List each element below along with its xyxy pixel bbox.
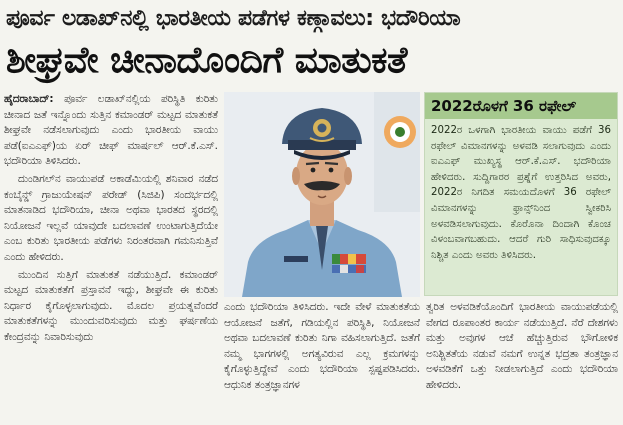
article-paragraph-mid: ಎಂದು ಭದೌರಿಯಾ ತಿಳಿಸಿದರು. ಇದೇ ವೇಳೆ ಮಾತುಕತೆಯ ಆಯೋಜನೆ ಜತೆಗೆ, ಗಡಿಯಲ್ಲಿನ ಪರಿಸ್ಥಿತಿ, ನಿಯೋಜನೆ ಅಥವಾ ಬದಲಾವಣೆ ಕುರಿತು ನಿಗಾ ವಹಿಸಲಾಗುತ್ತಿದೆ. ಜತೆಗೆ ನಮ್ಮ ಭಾಗಗಳಲ್ಲಿ ಅಗತ್ಯವಿರುವ ಎಲ್ಲ ಕ್ರಮಗಳನ್ನು ಕೈಗೊಳ್ಳುತ್ತಿದ್ದೇವೆ ಎಂದು ಭದೌರಿಯಾ ಸ್ಪಷ್ಟಪಡಿಸಿದರು. ಆಧುನಿಕ ತಂತ್ರಜ್ಞಾನಗಳ [224, 301, 420, 391]
rafale-sidebar-box [424, 92, 618, 296]
sidebar-body: 2022ರ ಒಳಗಾಗಿ ಭಾರತೀಯ ವಾಯು ಪಡೆಗೆ 36 ರಫೇಲ್ ವಿಮಾನಗಳನ್ನು ಅಳವಡಿ ಸಲಾಗುವುದು ಎಂದು ಐಎಎಫ್ ಮುಖ್ಯಸ್ಥ ಆರ್.ಕೆ.ಎಸ್. ಭದೌರಿಯಾ ಹೇಳಿದರು. ಸುದ್ದಿಗಾರರ ಪ್ರಶ್ನೆಗೆ ಉತ್ತರಿಸಿದ ಅವರು, 2022ರ ನಿಗದಿತ ಸಮಯದೊಳಗೆ 36 ರಫೇಲ್ ವಿಮಾನಗಳನ್ನು ಫ್ರಾನ್ಸ್‌ನಿಂದ ಸ್ವೀಕರಿಸಿ ಅಳವಡಿಸಲಾಗುವುದು. ಕೊರೊನಾ ದಿಂದಾಗಿ ಕೊಂಚ ವಿಳಂಬವಾಗಬಹುದು. ಆದರೆ ಗುರಿ ಸಾಧಿಸುವುದಕ್ಕೂ ನಿಶ್ಚಿತ ಎಂದು ಅವರು ತಿಳಿಸಿದರು. [431, 125, 611, 261]
article-column-middle [224, 300, 420, 422]
sidebar-title: 2022ರೊಳಗೆ 36 ರಫೇಲ್ [425, 93, 617, 119]
article-headline: ಶೀಘ್ರವೇ ಚೀನಾದೊಂದಿಗೆ ಮಾತುಕತೆ [6, 40, 407, 81]
article-paragraph-1-text: ಪೂರ್ವ ಲಡಾಖ್‌ನಲ್ಲಿಯ ಪರಿಸ್ಥಿತಿ ಕುರಿತು ಚೀನಾದ ಜತೆ ಇನ್ನೊಂದು ಸುತ್ತಿನ ಕಮಾಂಡರ್ ಮಟ್ಟದ ಮಾತುಕತೆ ಶೀಘ್ರವೇ ನಡೆಸಲಾಗುವುದು ಎಂದು ಭಾರತೀಯ ವಾಯು ಪಡೆ(ಐಎಎಫ್)ಯ ಏರ್ ಚೀಫ್ ಮಾರ್ಷಲ್ ಆರ್.ಕೆ.ಎಸ್. ಭದೌರಿಯಾ ತಿಳಿಸಿದರು. [4, 93, 218, 168]
article-paragraph-2: ದುಂಡಿಗಲ್‌ನ ವಾಯುಪಡೆ ಅಕಾಡೆಮಿಯಲ್ಲಿ ಶನಿವಾರ ನಡೆದ ಕಂಬೈನ್ಡ್ ಗ್ರಾಜುಯೇಷನ್ ಪರೇಡ್ (ಸಿಜಿಪಿ) ಸಂದರ್ಭದಲ್ಲಿ ಮಾತನಾಡಿದ ಭದೌರಿಯಾ, ಚೀನಾ ಅಥವಾ ಭಾರತದ ಸ್ಥರದಲ್ಲಿ ನಿಯೋಜನೆ ಇಲ್ಲವೆ ಯಾವುದೇ ಬದಲಾವಣೆ ಉಂಟಾಗುತ್ತಿದೆಯೇ ಎಂಬ ಕುರಿತು ಭಾರತೀಯ ಪಡೆಗಳು ನಿರಂತರವಾಗಿ ಗಮನಿಸುತ್ತಿವೆ ಎಂದು ಹೇಳಿದರು. [4, 172, 218, 263]
article-paragraph-1 [4, 92, 218, 170]
article-paragraph-right: ತ್ವರಿತ ಅಳವಡಿಕೆಯೊಂದಿಗೆ ಭಾರತೀಯ ವಾಯುಪಡೆಯಲ್ಲಿ ವೇಗದ ರೂಪಾಂತರ ಕಾರ್ಯ ನಡೆಯುತ್ತಿದೆ. ನೆರೆ ದೇಶಗಳು ಮತ್ತು ಅವುಗಳ ಆಚೆ ಹೆಚ್ಚುತ್ತಿರುವ ಭೌಗೋಳಿಕ ಅನಿಶ್ಚಿತತೆಯ ನಡುವೆ ನಮಗೆ ಉನ್ನತ ಭದ್ರತಾ ತಂತ್ರಜ್ಞಾನ ಅಳವಡಿಕೆಗೆ ಒತ್ತು ನೀಡಲಾಗುತ್ತಿದೆ ಎಂದು ಭದೌರಿಯಾ ಹೇಳಿದರು. [426, 301, 618, 391]
officer-portrait-illustration [224, 92, 420, 297]
article-column-right [426, 300, 618, 422]
article-column-left [4, 92, 218, 422]
dateline: ಹೈದರಾಬಾದ್: [4, 93, 54, 105]
article-paragraph-3: ಮುಂದಿನ ಸುತ್ತಿಗೆ ಮಾತುಕತೆ ನಡೆಯುತ್ತಿದೆ. ಕಮಾಂಡರ್ ಮಟ್ಟದ ಮಾತುಕತೆಗೆ ಪ್ರಸ್ತಾವನೆ ಇದ್ದು, ಶೀಘ್ರವೇ ಈ ಕುರಿತು ನಿರ್ಧಾರ ಕೈಗೊಳ್ಳಲಾಗುವುದು. ಮೊದಲ ಪ್ರಯತ್ನವೆಂದರೆ ಮಾತುಕತೆಗಳನ್ನು ಮುಂದುವರಿಸುವುದು ಮತ್ತು ಘರ್ಷಣೆಯ ಕೇಂದ್ರವನ್ನು ನಿವಾರಿಸುವುದು [4, 268, 218, 343]
article-subheadline: ಪೂರ್ವ ಲಡಾಖ್‌ನಲ್ಲಿ ಭಾರತೀಯ ಪಡೆಗಳ ಕಣ್ಗಾವಲು: ಭದೌರಿಯಾ [6, 6, 461, 31]
air-chief-photo [224, 92, 420, 297]
